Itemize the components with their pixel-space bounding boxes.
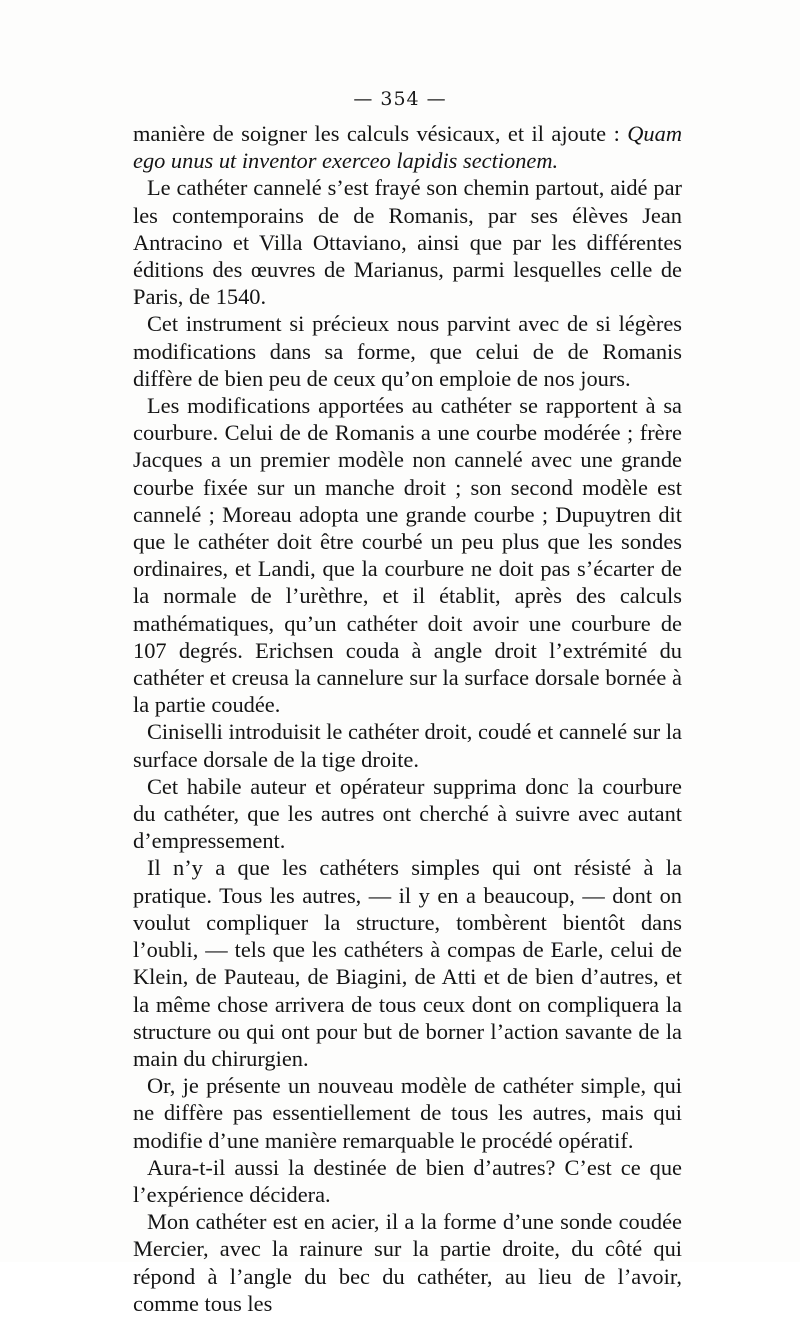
- paragraph-8: Or, je présente un nouveau modèle de cathéter simple, qui ne diffère pas essentiellement de tous les autres, mais qui modifie d’une manière remarquable le procédé opératif.: [133, 1073, 682, 1153]
- paragraph-2: Le cathéter cannelé s’est frayé son chemin partout, aidé par les contemporains de de Romanis, par ses élèves Jean Antracino et Villa Ottaviano, ainsi que par les différentes éditions des œuvres de Marianus, parmi lesquelles celle de Paris, de 1540.: [133, 175, 682, 310]
- paragraph-4: Les modifications apportées au cathéter se rapportent à sa courbure. Celui de de Romanis a une courbe modérée ; frère Jacques a un premier modèle non cannelé avec une grande courbe fixée sur un manche droit ; son second modèle est cannelé ; Moreau adopta une grande courbe ; Dupuytren dit que le cathéter doit être courbé un peu plus que les sondes ordinaires, et Landi, que la courbure ne doit pas s’écarter de la normale de l’urèthre, et il établit, après des calculs mathématiques, qu’un cathéter doit avoir une courbure de 107 degrés. Erichsen couda à angle droit l’extrémité du cathéter et creusa la cannelure sur la surface dorsale bornée à la partie coudée.: [133, 393, 682, 718]
- paragraph-5: Ciniselli introduisit le cathéter droit, coudé et cannelé sur la surface dorsale de la tige droite.: [133, 719, 682, 772]
- paragraph-1-text: manière de soigner les calculs vésicaux, et il ajoute :: [133, 121, 628, 146]
- paragraph-1: [133, 120, 682, 174]
- paragraph-6: Cet habile auteur et opérateur supprima donc la courbure du cathéter, que les autres ont cherché à suivre avec autant d’empressement.: [133, 773, 682, 854]
- paragraph-3: Cet instrument si précieux nous parvint avec de si légères modifications dans sa forme, que celui de de Romanis diffère de bien peu de ceux qu’on emploie de nos jours.: [133, 311, 682, 391]
- body-text: [133, 120, 682, 1317]
- paragraph-9: Aura-t-il aussi la destinée de bien d’autres? C’est ce que l’expérience décidera.: [133, 1154, 682, 1207]
- latin-quote: Quam ego unus ut inventor exerceo lapidis sectionem.: [133, 121, 682, 174]
- page-number: — 354 —: [353, 88, 447, 110]
- paragraph-7: Il n’y a que les cathéters simples qui ont résisté à la pratique. Tous les autres, — il y en a beaucoup, — dont on voulut compliquer la structure, tombèrent bientôt dans l’oubli, — tels que les cathéters à compas de Earle, celui de Klein, de Pauteau, de Biagini, de Atti et de bien d’autres, et la même chose arrivera de tous ceux dont on compliquera la structure ou qui ont pour but de borner l’action savante de la main du chirurgien.: [133, 855, 682, 1071]
- paragraph-10: Mon cathéter est en acier, il a la forme d’une sonde coudée Mercier, avec la rainure sur la partie droite, du côté qui répond à l’angle du bec du cathéter, au lieu de l’avoir, comme tous les: [133, 1209, 682, 1316]
